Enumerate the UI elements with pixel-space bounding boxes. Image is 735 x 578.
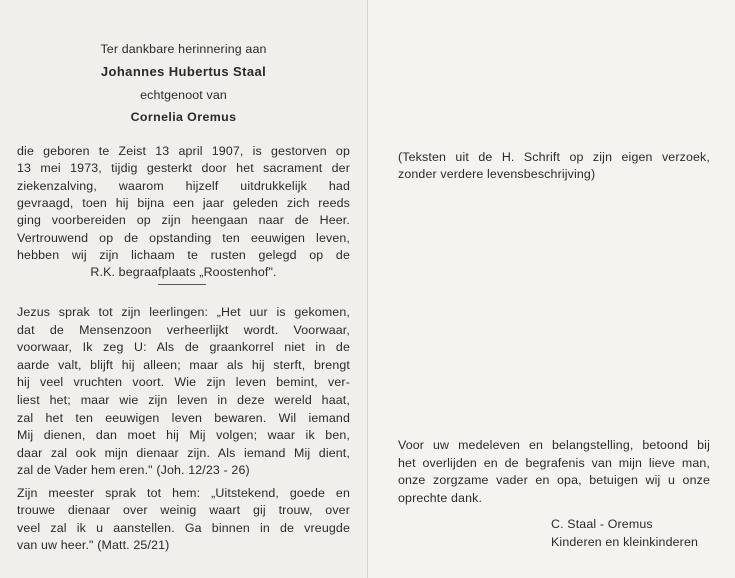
text-line: trouwe dienaar over weinig waart gij trouw, over xyxy=(17,503,350,518)
text-line: Vertrouwend op de opstanding ten eeuwigen leven, xyxy=(17,230,350,245)
text-line: van uw heer." (Matt. 25/21) xyxy=(17,537,170,552)
text-line: aarde valt, blijft hij alleen; maar als hij sterft, brengt xyxy=(17,357,350,372)
deceased-name: Johannes Hubertus Staal xyxy=(100,64,267,79)
text-line: gevraagd, toen hij bijna een jaar geleden zich reeds xyxy=(17,195,350,210)
intro-text: Ter dankbare herinnering aan xyxy=(100,42,267,56)
text-line: R.K. begraafplaats „Roostenhof". xyxy=(90,265,277,280)
text-line: ging voorbereiden op zijn heengaan naar de Heer. xyxy=(17,213,350,228)
text-line: liest het; maar wie zijn leven in deze wereld haat, xyxy=(17,393,350,407)
text-line: ziekenzalving, waarom hijzelf uitdrukkelijk had xyxy=(17,178,350,193)
text-line: zal het ten eeuwigen leven bewaren. Wil iemand xyxy=(17,410,350,425)
text-line: Zijn meester sprak tot hem: „Uitstekend, goede en xyxy=(17,486,350,500)
text-line: onze zorgzame vader en opa, betuigen wij u onze xyxy=(398,473,710,487)
text-line: dat de Mensenzoon verheerlijkt wordt. Voorwaar, xyxy=(17,322,350,337)
text-line: Jezus sprak tot zijn leerlingen: „Het uur is gekomen, xyxy=(17,305,350,319)
divider xyxy=(158,284,206,285)
text-line: Voor uw medeleven en belangstelling, betoond bij xyxy=(398,438,710,452)
text-line: daar zal ook mijn dienaar zijn. Als iemand Mij dient, xyxy=(17,445,350,460)
family-line: Kinderen en kleinkinderen xyxy=(551,535,699,549)
text-line: zal de Vader hem eren." (Joh. 12/23 - 26) xyxy=(17,463,250,478)
text-line: oprechte dank. xyxy=(398,490,483,505)
text-line: veel zal ik u aanstellen. Ga binnen in de vreugde xyxy=(17,520,350,535)
text-line: Mij dienen, dan moet hij Mij volgen; waar ik ben, xyxy=(17,428,350,443)
spouse-name: Cornelia Oremus xyxy=(130,110,237,124)
text-line: hebben wij zijn lichaam te rusten gelegd op de xyxy=(17,247,350,262)
text-line: zonder verdere levensbeschrijving) xyxy=(398,167,596,181)
right-panel xyxy=(368,0,735,578)
text-line: hij veel vruchten voort. Wie zijn leven bemint, ver- xyxy=(17,375,350,390)
text-line: het overlijden en de begrafenis van mijn lieve man, xyxy=(398,455,710,470)
text-line: 13 mei 1973, tijdig gesterkt door het sacrament der xyxy=(17,161,350,176)
text-line: die geboren te Zeist 13 april 1907, is gestorven op xyxy=(17,144,350,158)
signature: C. Staal - Oremus xyxy=(551,517,653,531)
spouse-intro: echtgenoot van xyxy=(140,88,227,102)
text-line: voorwaar, Ik zeg U: Als de graankorrel niet in de xyxy=(17,340,350,355)
text-line: (Teksten uit de H. Schrift op zijn eigen verzoek, xyxy=(398,150,710,164)
